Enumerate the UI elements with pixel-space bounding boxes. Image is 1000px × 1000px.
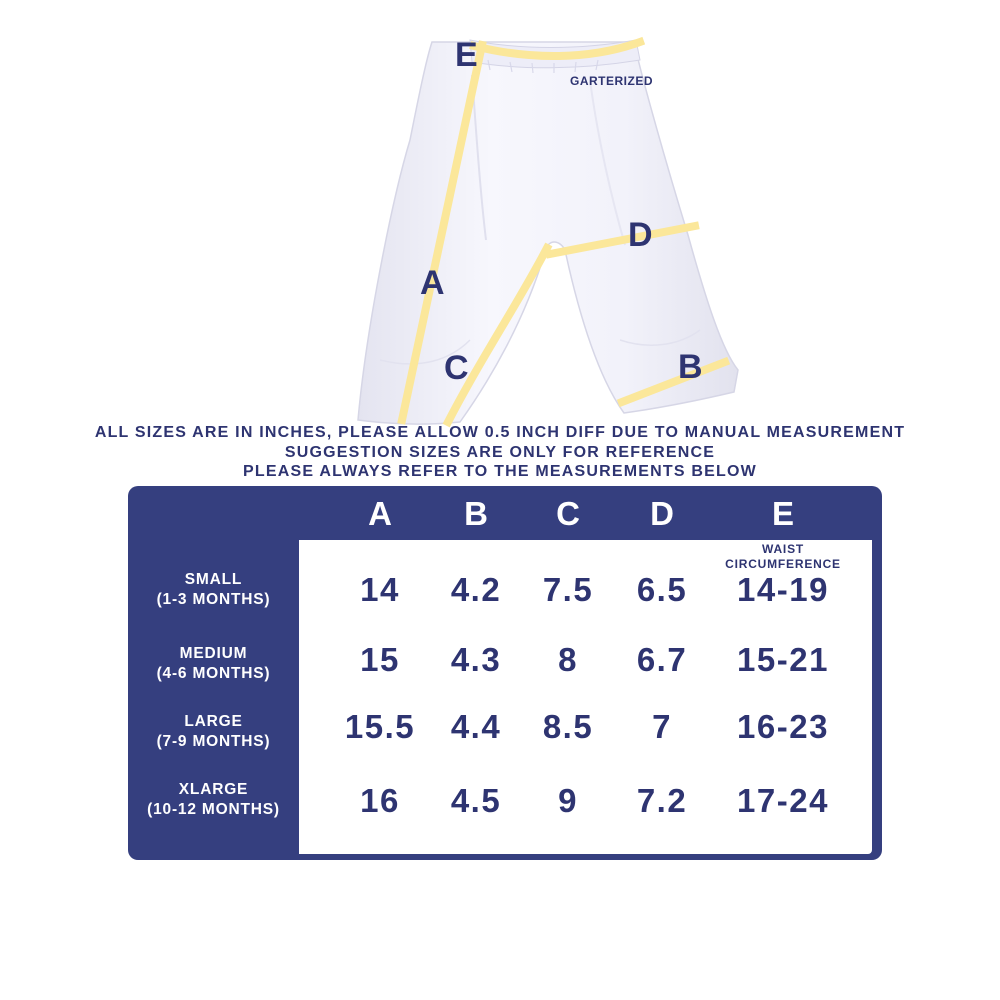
waist-note-line: WAIST <box>762 542 804 556</box>
note-line: PLEASE ALWAYS REFER TO THE MEASUREMENTS BELOW <box>243 463 757 480</box>
label-e: E <box>455 36 478 74</box>
row-label-large <box>128 712 299 752</box>
size-name: XLARGE <box>178 781 249 798</box>
table-cell: 9 <box>558 782 578 819</box>
waist-note-line: CIRCUMFERENCE <box>725 557 841 571</box>
size-name: MEDIUM <box>179 645 248 662</box>
table-cell: 8 <box>558 641 578 678</box>
column-header-c: C <box>556 495 580 532</box>
label-c: C <box>444 349 469 387</box>
label-d: D <box>628 216 653 254</box>
column-header-e: E <box>771 495 794 532</box>
table-cell: 16-23 <box>737 708 829 745</box>
table-cell: 4.4 <box>450 708 502 745</box>
table-cell: 16 <box>360 782 400 819</box>
label-b: B <box>678 348 703 386</box>
table-cell: 6.5 <box>636 571 688 608</box>
size-name: LARGE <box>184 713 243 730</box>
column-header-b: B <box>464 495 488 532</box>
size-age: (7-9 MONTHS) <box>156 733 271 750</box>
table-cell: 17-24 <box>737 782 829 819</box>
size-age: (1-3 MONTHS) <box>156 591 271 608</box>
pants-illustration <box>0 0 1000 430</box>
note-line: ALL SIZES ARE IN INCHES, PLEASE ALLOW 0.5 INCH DIFF DUE TO MANUAL MEASUREMENT <box>94 424 906 441</box>
table-cell: 4.5 <box>450 782 502 819</box>
note-line: SUGGESTION SIZES ARE ONLY FOR REFERENCE <box>284 443 716 461</box>
row-label-xlarge <box>128 780 299 820</box>
row-label-small <box>128 570 299 610</box>
table-cell: 15 <box>360 641 400 678</box>
table-cell: 14 <box>360 571 400 608</box>
column-header-a: A <box>368 495 392 532</box>
table-cell: 4.2 <box>450 571 502 608</box>
size-age: (4-6 MONTHS) <box>156 665 271 682</box>
garterized-note: GARTERIZED <box>570 74 653 88</box>
table-cell: 15-21 <box>737 641 829 678</box>
size-name: SMALL <box>184 571 243 588</box>
row-label-medium <box>128 644 299 684</box>
label-a: A <box>420 264 445 302</box>
table-cell: 4.3 <box>450 641 502 678</box>
table-cell: 15.5 <box>344 708 416 745</box>
table-cell: 7.5 <box>542 571 594 608</box>
table-cell: 8.5 <box>542 708 594 745</box>
table-cell: 7.2 <box>636 782 688 819</box>
table-cell: 14-19 <box>737 571 829 608</box>
column-header-d: D <box>650 495 674 532</box>
table-cell: 6.7 <box>636 641 688 678</box>
size-age: (10-12 MONTHS) <box>147 801 280 818</box>
pants-measurement-figure <box>0 0 1000 430</box>
table-cell: 7 <box>652 708 672 745</box>
measurement-notes <box>0 423 1000 482</box>
